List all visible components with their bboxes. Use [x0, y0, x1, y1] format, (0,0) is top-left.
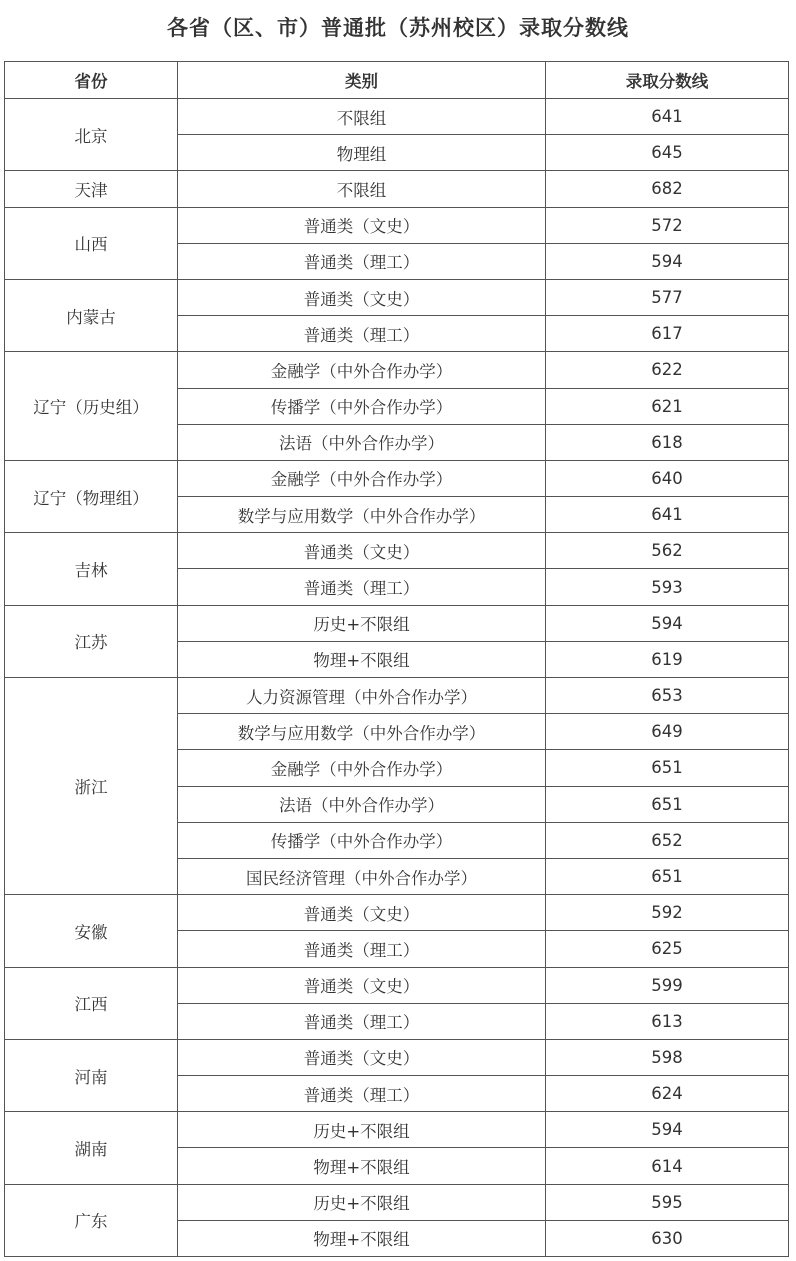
score-cell: 625: [546, 931, 789, 967]
score-cell: 622: [546, 352, 789, 388]
score-cell: 649: [546, 714, 789, 750]
table-row: [5, 460, 789, 496]
table-row: [5, 967, 789, 1003]
category-cell: 数学与应用数学（中外合作办学）: [178, 714, 546, 750]
province-cell: 辽宁（物理组）: [5, 460, 178, 532]
table-body: [5, 99, 789, 1257]
province-cell: 安徽: [5, 895, 178, 967]
province-cell: 山西: [5, 207, 178, 279]
category-cell: 普通类（理工）: [178, 569, 546, 605]
score-cell: 653: [546, 678, 789, 714]
score-cell: 640: [546, 460, 789, 496]
table-row: [5, 171, 789, 207]
score-cell: 630: [546, 1220, 789, 1256]
category-cell: 普通类（文史）: [178, 1039, 546, 1075]
header-score: 录取分数线: [546, 62, 789, 99]
score-cell: 598: [546, 1039, 789, 1075]
province-cell: 天津: [5, 171, 178, 207]
category-cell: 法语（中外合作办学）: [178, 786, 546, 822]
table-header-row: [5, 62, 789, 99]
table-row: [5, 895, 789, 931]
province-cell: 浙江: [5, 678, 178, 895]
table-row: [5, 533, 789, 569]
category-cell: 物理组: [178, 135, 546, 171]
score-cell: 618: [546, 424, 789, 460]
score-cell: 617: [546, 316, 789, 352]
score-cell: 592: [546, 895, 789, 931]
table-row: [5, 99, 789, 135]
score-cell: 594: [546, 1112, 789, 1148]
score-cell: 577: [546, 279, 789, 315]
score-cell: 572: [546, 207, 789, 243]
score-cell: 595: [546, 1184, 789, 1220]
category-cell: 普通类（理工）: [178, 1076, 546, 1112]
score-cell: 562: [546, 533, 789, 569]
category-cell: 普通类（理工）: [178, 243, 546, 279]
province-cell: 湖南: [5, 1112, 178, 1184]
table-row: [5, 678, 789, 714]
category-cell: 普通类（理工）: [178, 316, 546, 352]
category-cell: 普通类（文史）: [178, 533, 546, 569]
category-cell: 数学与应用数学（中外合作办学）: [178, 497, 546, 533]
header-category: 类别: [178, 62, 546, 99]
score-cell: 599: [546, 967, 789, 1003]
category-cell: 普通类（理工）: [178, 931, 546, 967]
category-cell: 物理+不限组: [178, 1148, 546, 1184]
score-cell: 613: [546, 1003, 789, 1039]
table-row: [5, 352, 789, 388]
category-cell: 传播学（中外合作办学）: [178, 388, 546, 424]
score-cell: 651: [546, 750, 789, 786]
table-row: [5, 207, 789, 243]
table-row: [5, 605, 789, 641]
category-cell: 普通类（理工）: [178, 1003, 546, 1039]
province-cell: 江西: [5, 967, 178, 1039]
header-province: 省份: [5, 62, 178, 99]
province-cell: 江苏: [5, 605, 178, 677]
category-cell: 法语（中外合作办学）: [178, 424, 546, 460]
score-cell: 641: [546, 99, 789, 135]
category-cell: 国民经济管理（中外合作办学）: [178, 858, 546, 894]
category-cell: 物理+不限组: [178, 1220, 546, 1256]
score-cell: 614: [546, 1148, 789, 1184]
category-cell: 历史+不限组: [178, 1112, 546, 1148]
province-cell: 北京: [5, 99, 178, 171]
category-cell: 普通类（文史）: [178, 967, 546, 1003]
score-cell: 593: [546, 569, 789, 605]
province-cell: 吉林: [5, 533, 178, 605]
score-cell: 651: [546, 786, 789, 822]
category-cell: 传播学（中外合作办学）: [178, 822, 546, 858]
category-cell: 物理+不限组: [178, 641, 546, 677]
category-cell: 历史+不限组: [178, 605, 546, 641]
category-cell: 人力资源管理（中外合作办学）: [178, 678, 546, 714]
table-row: [5, 1112, 789, 1148]
score-cell: 621: [546, 388, 789, 424]
category-cell: 普通类（文史）: [178, 895, 546, 931]
category-cell: 普通类（文史）: [178, 279, 546, 315]
score-cell: 652: [546, 822, 789, 858]
table-row: [5, 1184, 789, 1220]
score-cell: 594: [546, 605, 789, 641]
category-cell: 不限组: [178, 171, 546, 207]
province-cell: 广东: [5, 1184, 178, 1256]
category-cell: 历史+不限组: [178, 1184, 546, 1220]
score-cell: 645: [546, 135, 789, 171]
page-title: 各省（区、市）普通批（苏州校区）录取分数线: [167, 16, 629, 40]
score-table: [4, 61, 789, 1257]
category-cell: 不限组: [178, 99, 546, 135]
score-cell: 651: [546, 858, 789, 894]
table-row: [5, 279, 789, 315]
table-row: [5, 1039, 789, 1075]
province-cell: 辽宁（历史组）: [5, 352, 178, 461]
category-cell: 金融学（中外合作办学）: [178, 460, 546, 496]
province-cell: 河南: [5, 1039, 178, 1111]
category-cell: 金融学（中外合作办学）: [178, 750, 546, 786]
score-cell: 641: [546, 497, 789, 533]
score-cell: 624: [546, 1076, 789, 1112]
score-cell: 594: [546, 243, 789, 279]
score-cell: 682: [546, 171, 789, 207]
score-cell: 619: [546, 641, 789, 677]
province-cell: 内蒙古: [5, 279, 178, 351]
category-cell: 金融学（中外合作办学）: [178, 352, 546, 388]
category-cell: 普通类（文史）: [178, 207, 546, 243]
